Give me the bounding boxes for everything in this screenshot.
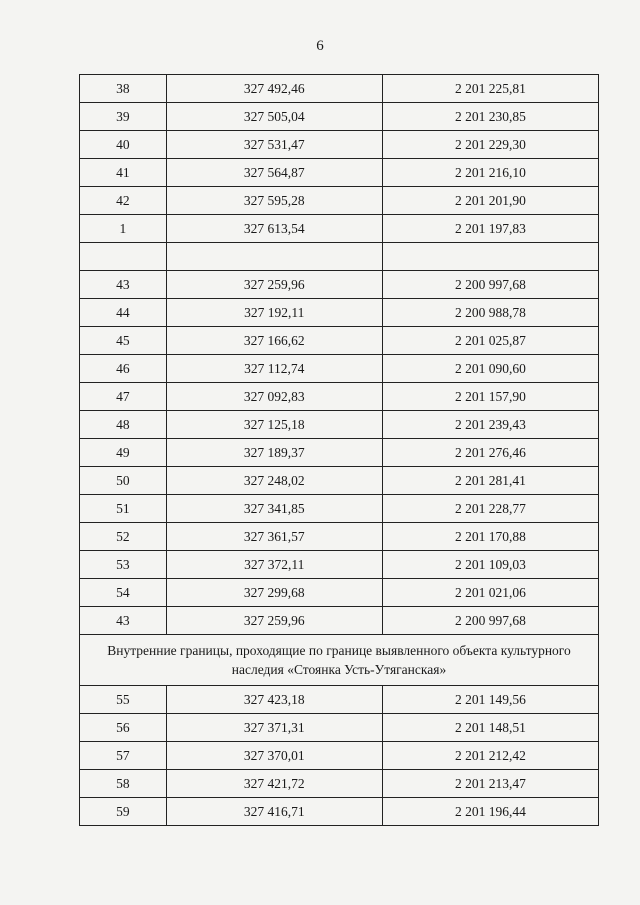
y-coordinate-cell: 2 201 090,60 <box>382 355 598 383</box>
x-coordinate-cell: 327 259,96 <box>166 271 382 299</box>
y-coordinate-cell: 2 201 025,87 <box>382 327 598 355</box>
section-heading: Внутренние границы, проходящие по границе выявленного объекта культурного наследия «Стоянка Усть-Утяганская» <box>80 635 599 686</box>
x-coordinate-cell: 327 372,11 <box>166 551 382 579</box>
point-number-cell: 41 <box>80 159 167 187</box>
point-number-cell: 50 <box>80 467 167 495</box>
y-coordinate-cell: 2 201 170,88 <box>382 523 598 551</box>
coordinates-table <box>79 74 599 826</box>
y-coordinate-cell: 2 201 196,44 <box>382 798 598 826</box>
x-coordinate-cell: 327 299,68 <box>166 579 382 607</box>
y-coordinate-cell: 2 201 109,03 <box>382 551 598 579</box>
point-number-cell: 1 <box>80 215 167 243</box>
table-row <box>80 299 599 327</box>
table-row <box>80 686 599 714</box>
point-number-cell: 55 <box>80 686 167 714</box>
y-coordinate-cell: 2 201 239,43 <box>382 411 598 439</box>
y-coordinate-cell: 2 201 197,83 <box>382 215 598 243</box>
point-number-cell: 57 <box>80 742 167 770</box>
coordinates-table-body-top <box>80 75 599 635</box>
table-row <box>80 215 599 243</box>
table-row <box>80 75 599 103</box>
table-row <box>80 579 599 607</box>
table-row <box>80 495 599 523</box>
point-number-cell: 48 <box>80 411 167 439</box>
point-number-cell: 56 <box>80 714 167 742</box>
y-coordinate-cell: 2 201 213,47 <box>382 770 598 798</box>
point-number-cell: 45 <box>80 327 167 355</box>
x-coordinate-cell: 327 421,72 <box>166 770 382 798</box>
table-row <box>80 467 599 495</box>
x-coordinate-cell: 327 341,85 <box>166 495 382 523</box>
point-number-cell: 42 <box>80 187 167 215</box>
table-row <box>80 271 599 299</box>
page-number: 6 <box>316 38 324 54</box>
point-number-cell: 43 <box>80 271 167 299</box>
point-number-cell: 44 <box>80 299 167 327</box>
y-coordinate-cell: 2 201 148,51 <box>382 714 598 742</box>
y-coordinate-cell: 2 201 216,10 <box>382 159 598 187</box>
y-coordinate-cell <box>382 243 598 271</box>
x-coordinate-cell: 327 189,37 <box>166 439 382 467</box>
point-number-cell: 52 <box>80 523 167 551</box>
table-row <box>80 714 599 742</box>
coordinates-table-body-bottom <box>80 686 599 826</box>
x-coordinate-cell: 327 125,18 <box>166 411 382 439</box>
x-coordinate-cell: 327 531,47 <box>166 131 382 159</box>
x-coordinate-cell: 327 595,28 <box>166 187 382 215</box>
point-number-cell: 47 <box>80 383 167 411</box>
point-number-cell: 39 <box>80 103 167 131</box>
x-coordinate-cell: 327 564,87 <box>166 159 382 187</box>
point-number-cell: 38 <box>80 75 167 103</box>
point-number-cell: 40 <box>80 131 167 159</box>
y-coordinate-cell: 2 201 149,56 <box>382 686 598 714</box>
table-row <box>80 742 599 770</box>
point-number-cell: 51 <box>80 495 167 523</box>
point-number-cell: 58 <box>80 770 167 798</box>
x-coordinate-cell: 327 613,54 <box>166 215 382 243</box>
y-coordinate-cell: 2 201 201,90 <box>382 187 598 215</box>
y-coordinate-cell: 2 201 212,42 <box>382 742 598 770</box>
y-coordinate-cell: 2 201 225,81 <box>382 75 598 103</box>
section-heading-row <box>80 635 599 686</box>
x-coordinate-cell: 327 248,02 <box>166 467 382 495</box>
table-row <box>80 607 599 635</box>
x-coordinate-cell: 327 423,18 <box>166 686 382 714</box>
point-number-cell: 59 <box>80 798 167 826</box>
table-row <box>80 327 599 355</box>
table-row <box>80 439 599 467</box>
y-coordinate-cell: 2 201 157,90 <box>382 383 598 411</box>
y-coordinate-cell: 2 200 997,68 <box>382 607 598 635</box>
y-coordinate-cell: 2 201 276,46 <box>382 439 598 467</box>
table-row <box>80 355 599 383</box>
table-row <box>80 798 599 826</box>
table-row <box>80 383 599 411</box>
y-coordinate-cell: 2 201 230,85 <box>382 103 598 131</box>
table-row <box>80 187 599 215</box>
point-number-cell: 53 <box>80 551 167 579</box>
table-row <box>80 159 599 187</box>
y-coordinate-cell: 2 200 997,68 <box>382 271 598 299</box>
x-coordinate-cell: 327 092,83 <box>166 383 382 411</box>
y-coordinate-cell: 2 201 229,30 <box>382 131 598 159</box>
point-number-cell <box>80 243 167 271</box>
point-number-cell: 54 <box>80 579 167 607</box>
x-coordinate-cell: 327 361,57 <box>166 523 382 551</box>
point-number-cell: 46 <box>80 355 167 383</box>
x-coordinate-cell: 327 112,74 <box>166 355 382 383</box>
point-number-cell: 43 <box>80 607 167 635</box>
table-row <box>80 243 599 271</box>
table-row <box>80 103 599 131</box>
x-coordinate-cell: 327 416,71 <box>166 798 382 826</box>
y-coordinate-cell: 2 201 281,41 <box>382 467 598 495</box>
y-coordinate-cell: 2 201 021,06 <box>382 579 598 607</box>
section-row-group <box>80 635 599 686</box>
x-coordinate-cell: 327 192,11 <box>166 299 382 327</box>
y-coordinate-cell: 2 200 988,78 <box>382 299 598 327</box>
table-row <box>80 411 599 439</box>
x-coordinate-cell: 327 370,01 <box>166 742 382 770</box>
x-coordinate-cell: 327 166,62 <box>166 327 382 355</box>
x-coordinate-cell: 327 505,04 <box>166 103 382 131</box>
x-coordinate-cell <box>166 243 382 271</box>
table-row <box>80 770 599 798</box>
y-coordinate-cell: 2 201 228,77 <box>382 495 598 523</box>
table-row <box>80 131 599 159</box>
table-row <box>80 551 599 579</box>
point-number-cell: 49 <box>80 439 167 467</box>
x-coordinate-cell: 327 259,96 <box>166 607 382 635</box>
x-coordinate-cell: 327 371,31 <box>166 714 382 742</box>
x-coordinate-cell: 327 492,46 <box>166 75 382 103</box>
table-row <box>80 523 599 551</box>
